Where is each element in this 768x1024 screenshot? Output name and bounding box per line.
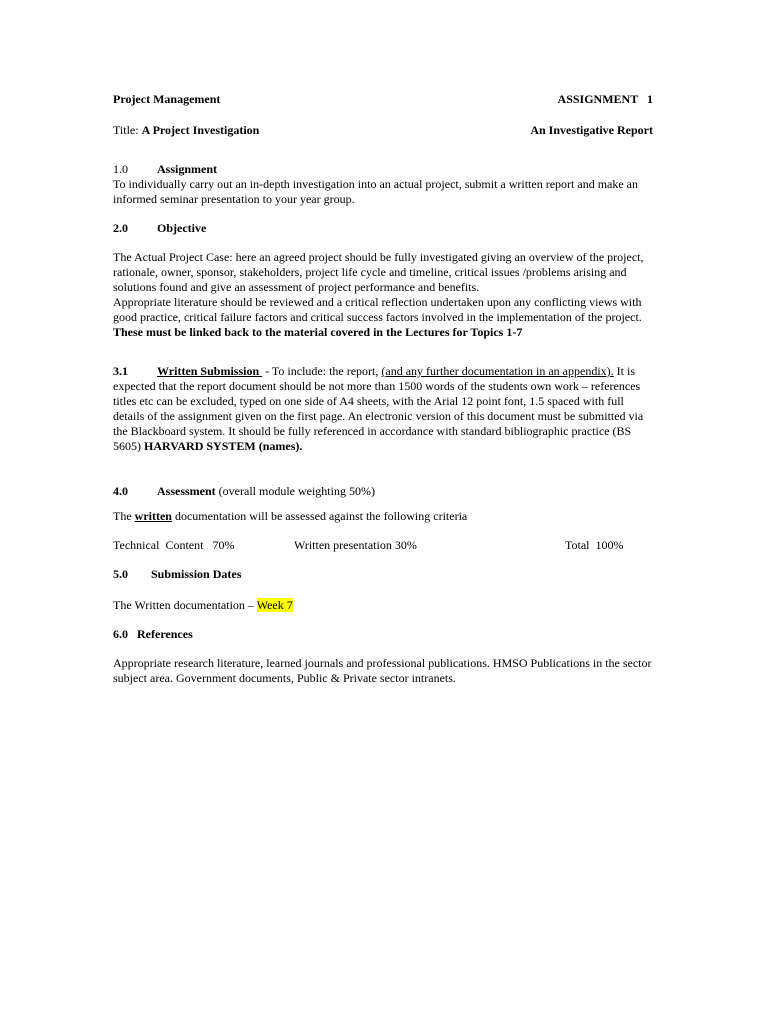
assessment-line-post: documentation will be assessed against the following criteria xyxy=(171,509,468,523)
section-title: Objective xyxy=(157,221,207,235)
document-page xyxy=(113,92,653,686)
written-submission-paragraph xyxy=(113,364,653,454)
section-heading xyxy=(113,484,653,499)
assessment-line xyxy=(113,509,653,524)
section-number: 1.0 xyxy=(113,162,128,176)
objective-paragraph-2-text: Appropriate literature should be reviewed and a critical reflection undertaken upon any conflicting views with good practice, critical failure factors and critical success factors involved in the implementation of the project. xyxy=(113,295,642,324)
header-row xyxy=(113,92,653,107)
section-assessment xyxy=(113,484,653,553)
written-submission-body: It is expected that the report document should be not more than 1500 words of the students own work – references titles etc can be excluded, typed on one side of A4 sheets, with the Arial 12 point font, 1.5 spaced with full details of the assignment given on the first page. An electronic version of this document must be submitted via the Blackboard system. It should be fully referenced in accordance with standard bibliographic practice (BS 5605) xyxy=(113,364,644,453)
criteria-technical: Technical Content 70% xyxy=(113,538,235,552)
section-title: References xyxy=(137,627,193,641)
section-assignment xyxy=(113,162,653,207)
section-references xyxy=(113,627,653,686)
submission-week: Week 7 xyxy=(256,598,293,612)
section-submission-dates xyxy=(113,567,653,613)
assessment-line-pre: The xyxy=(113,509,135,523)
title-label: Title: xyxy=(113,123,142,137)
objective-emphasis: These must be linked back to the material covered in the Lectures for Topics 1-7 xyxy=(113,325,523,339)
submission-date-pre: The Written documentation – xyxy=(113,598,257,612)
section-number: 2.0 xyxy=(113,221,128,235)
criteria-presentation: Written presentation 30% xyxy=(294,538,417,552)
objective-paragraph-1: The Actual Project Case: here an agreed project should be fully investigated giving an overview of the project, rationale, owner, sponsor, stakeholders, project life cycle and timeline, critical issues /problems arising and solutions found and give an assessment of project performance and benefits. xyxy=(113,250,644,294)
section-heading xyxy=(113,567,653,582)
harvard-system-note: HARVARD SYSTEM (names). xyxy=(144,439,303,453)
criteria-row xyxy=(113,538,653,553)
submission-date-line xyxy=(113,598,653,613)
section-number: 5.0 xyxy=(113,567,128,581)
section-number: 3.1 xyxy=(113,364,128,378)
appendix-note: (and any further documentation in an appendix). xyxy=(381,364,614,378)
section-title: Assessment xyxy=(157,484,216,498)
section-body: To individually carry out an in-depth investigation into an actual project, submit a written report and make an informed seminar presentation to your year group. xyxy=(113,177,639,206)
report-type: An Investigative Report xyxy=(530,123,653,137)
section-objective xyxy=(113,221,653,340)
module-weighting: (overall module weighting 50%) xyxy=(215,484,375,498)
written-submission-intro: - To include: the report, xyxy=(262,364,382,378)
objective-paragraph-2 xyxy=(113,295,653,340)
section-heading xyxy=(113,162,653,177)
criteria-total: Total 100% xyxy=(565,538,624,552)
section-title: Assignment xyxy=(157,162,218,176)
section-written-submission xyxy=(113,364,653,454)
title-row xyxy=(113,123,653,138)
section-heading xyxy=(113,627,653,642)
course-name: Project Management xyxy=(113,92,221,106)
written-emphasis: written xyxy=(134,509,172,523)
section-number: 4.0 xyxy=(113,484,128,498)
title xyxy=(113,123,259,138)
section-heading xyxy=(113,221,653,236)
section-title: Written Submission xyxy=(157,364,263,378)
section-number: 6.0 xyxy=(113,627,128,641)
assignment-number: ASSIGNMENT 1 xyxy=(557,92,653,106)
section-title: Submission Dates xyxy=(151,567,242,581)
references-body: Appropriate research literature, learned journals and professional publications. HMSO Publications in the sector subject area. Government documents, Public & Private sector intranets. xyxy=(113,656,652,685)
title-value: A Project Investigation xyxy=(141,123,260,137)
